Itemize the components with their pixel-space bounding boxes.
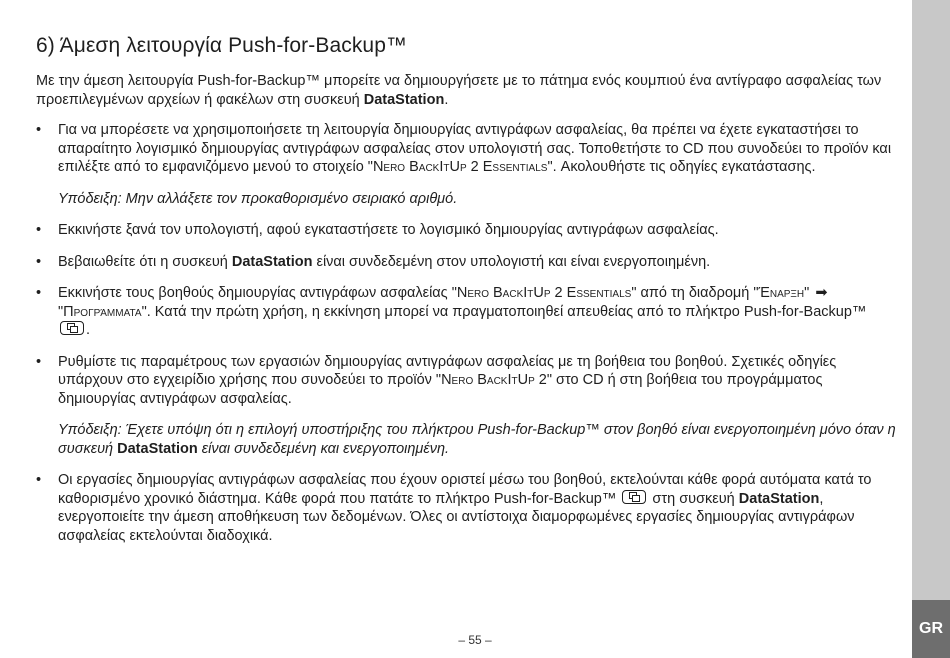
wizard-text: Εκκινήστε τους βοηθούς δημιουργίας αντιγράφων ασφαλείας " (58, 285, 457, 301)
list-item-start-wizard: • Εκκινήστε τους βοηθούς δημιουργίας αντιγράφων ασφαλείας "Nero BackItUp 2 Essentials" από τη διαδρομή "Έναρξη" ➡ "Προγράμματα". Κατά την πρώτη χρήση, η εκκίνηση μπορεί να πραγματοποιηθεί απευθείας από το πλήκτρο Push-for-Backup™ . (36, 285, 867, 338)
hint-serial-number: Υπόδειξη: Μην αλλάξετε τον προκαθορισμένο σειριακό αριθμό. (58, 190, 458, 207)
side-margin-bar (912, 0, 950, 658)
bullet-marker: • (36, 122, 42, 138)
language-tab: GR (912, 600, 950, 658)
auto-backup-end: , ενεργοποιείτε την άμεση αποθήκευση των δεδομένων. Όλες οι αντίστοιχα διαμορφωμένες εργασίες δημιουργίας αντιγράφων ασφαλείας εκτελούνται διαδοχικά. (58, 490, 855, 544)
wizard-end: . (86, 322, 91, 338)
device-name: DataStation (231, 253, 313, 270)
bullet-marker: • (36, 253, 42, 270)
software-name: Nero BackItUp 2 Essentials (372, 159, 548, 175)
install-text: Για να μπορέσετε να χρησιμοποιήσετε τη λειτουργία δημιουργίας αντιγράφων ασφαλείας, θα πρέπει να έχετε εγκαταστήσει το απαραίτητο λογισμικό δημιουργίας αντιγράφων ασφαλείας στον υπολογιστή σας. Τοποθετήστε το CD που συνοδεύει το προϊόν και επιλέξτε από το εμφανιζόμενο μενού το στοιχείο " (58, 122, 892, 175)
intro-end: . (444, 91, 449, 108)
list-item-install-software (36, 121, 896, 177)
hint2-text: Υπόδειξη: Έχετε υπόψη ότι η επιλογή υποστήριξης του πλήκτρου Push-for-Backup™ στον βοηθό είναι ενεργοποιημένη μόνο όταν η συσκευή (58, 422, 896, 457)
configure-text: Ρυθμίστε τις παραμέτρους των εργασιών δημιουργίας αντιγράφων ασφαλείας με τη βοήθεια του βοηθού. Σχετικές οδηγίες υπάρχουν στο εγχειρίδιο χρήσης που συνοδεύει το προϊόν " (58, 353, 837, 388)
list-item-auto-backup (36, 471, 896, 545)
wizard-mid: " από τη διαδρομή " (631, 285, 759, 301)
device-name: DataStation (363, 91, 445, 108)
programs-menu-label: Προγράμματα (63, 303, 142, 320)
connect-end: είναι συνδεδεμένη στον υπολογιστή και είναι ενεργοποιημένη. (312, 253, 711, 270)
auto-backup-text: Οι εργασίες δημιουργίας αντιγράφων ασφαλείας που έχουν οριστεί μέσω του βοηθού, εκτελούνται κάθε φορά αυτόματα κατά το καθορισμένο χρονικό διάστημα. Κάθε φορά που πατάτε το πλήκτρο Push-for-Backup™ (58, 472, 872, 507)
intro-paragraph (36, 72, 896, 109)
wizard-post: ". Κατά την πρώτη χρήση, η εκκίνηση μπορεί να πραγματοποιηθεί απευθείας από το πλήκτρο Push-for-Backup™ (141, 303, 867, 320)
bullet-marker: • (36, 285, 42, 301)
intro-text: Με την άμεση λειτουργία Push-for-Backup™ μπορείτε να δημιουργήσετε με το πάτημα ενός κουμπιού ένα αντίγραφο ασφαλείας των προεπιλεγμένων αρχείων ή φακέλων στη συσκευή (36, 73, 882, 108)
backup-button-icon (60, 321, 84, 335)
page-content (36, 34, 896, 558)
start-menu-label: Έναρξη (758, 285, 805, 301)
list-item-connect (36, 253, 896, 272)
list-item-restart (36, 221, 896, 240)
connect-text: Βεβαιωθείτε ότι η συσκευή (58, 253, 232, 270)
software-name: Nero BackItUp 2 (441, 372, 547, 388)
hint-button-support (36, 421, 896, 458)
list-item-configure (36, 353, 896, 409)
software-name: Nero BackItUp 2 Essentials (456, 285, 632, 301)
backup-button-icon (622, 490, 646, 504)
hint2-end: είναι συνδεδεμένη και ενεργοποιημένη. (197, 440, 450, 457)
page-number: – 55 – (458, 633, 492, 647)
arrow-right-icon: ➡ (815, 285, 828, 301)
install-end: ". Ακολουθήστε τις οδηγίες εγκατάστασης. (547, 159, 816, 175)
device-name: DataStation (738, 490, 820, 507)
configure-end: " στο CD ή στη βοήθεια του προγράμματος δημιουργίας αντιγράφων ασφαλείας. (58, 372, 823, 407)
bullet-marker: • (36, 472, 42, 488)
auto-backup-mid: στη συσκευή (648, 490, 739, 507)
bullet-marker: • (36, 222, 42, 238)
section-title: 6) Άμεση λειτουργία Push-for-Backup™ (36, 34, 408, 57)
device-name: DataStation (117, 440, 198, 457)
wizard-mid2: " (58, 303, 64, 320)
restart-text: Εκκινήστε ξανά τον υπολογιστή, αφού εγκαταστήσετε το λογισμικό δημιουργίας αντιγράφων ασφαλείας. (58, 222, 719, 238)
bullet-marker: • (36, 353, 42, 370)
